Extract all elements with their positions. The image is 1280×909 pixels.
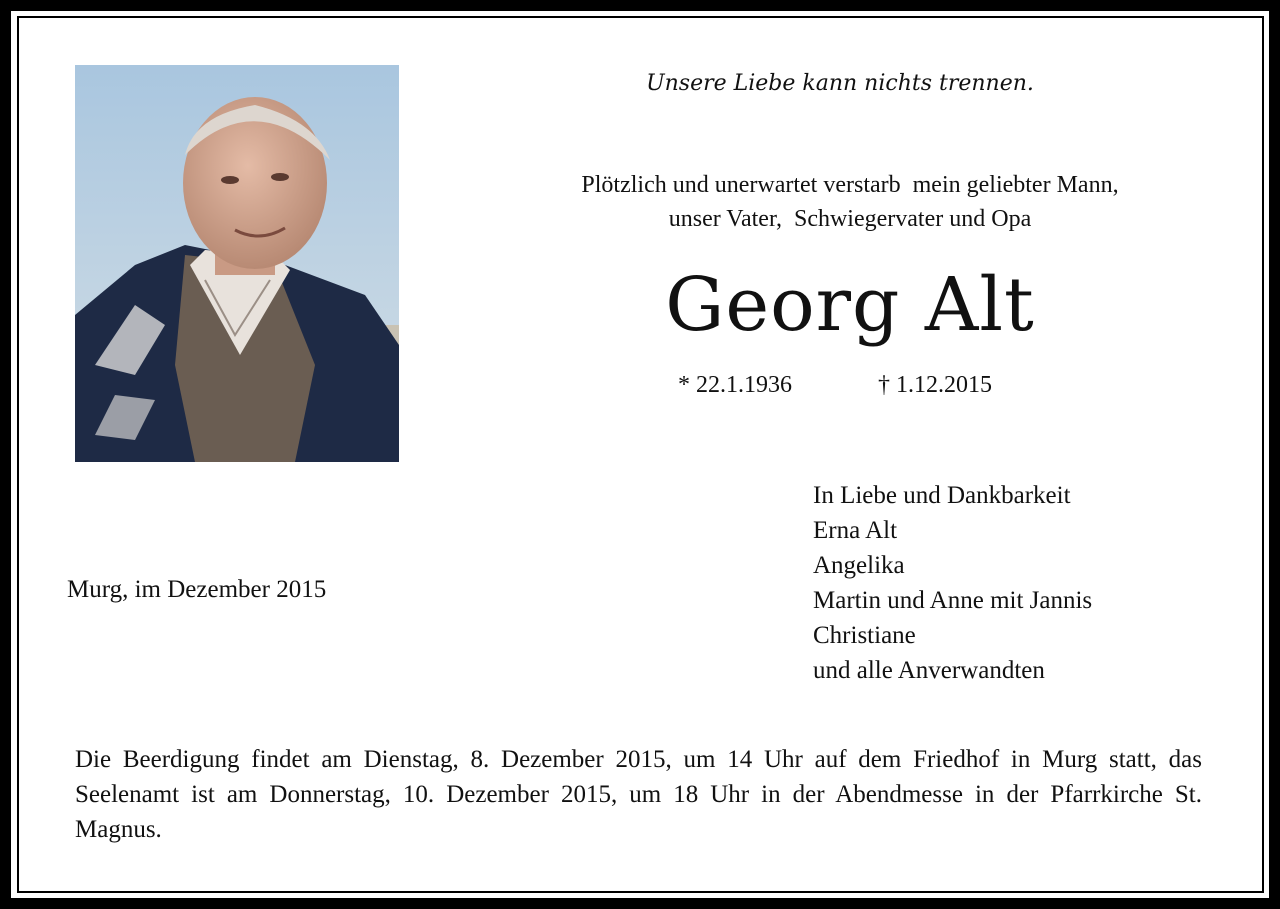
motto-text: Unsere Liebe kann nichts trennen. xyxy=(646,71,1034,96)
intro-text xyxy=(470,168,1230,236)
intro-line-2: unser Vater, Schwiegervater und Opa xyxy=(668,206,1032,232)
signer-line: Christiane xyxy=(813,622,916,649)
signer-line: Erna Alt xyxy=(813,517,898,544)
signers-list xyxy=(813,478,1092,688)
signer-line: In Liebe und Dankbarkeit xyxy=(813,482,1071,509)
intro-line-1: Plötzlich und unerwartet verstarb mein geliebter Mann, xyxy=(581,172,1119,198)
signer-line: Martin und Anne mit Jannis xyxy=(813,587,1093,614)
portrait-photo xyxy=(75,65,399,462)
signer-line: und alle Anverwandten xyxy=(813,657,1045,684)
place-and-date: Murg, im Dezember 2015 xyxy=(67,576,327,603)
signer-line: Angelika xyxy=(813,552,905,579)
deceased-name: Georg Alt xyxy=(665,262,1035,348)
death-date: † 1.12.2015 xyxy=(878,372,992,398)
funeral-notice: Die Beerdigung findet am Dienstag, 8. Dezember 2015, um 14 Uhr auf dem Friedhof in Murg statt, das Seelenamt ist am Donnerstag, 10. Dezember 2015, um 18 Uhr in der Abendmesse in der Pfarrkirche St. Magnus. xyxy=(75,746,1202,843)
birth-date: * 22.1.1936 xyxy=(678,372,792,398)
